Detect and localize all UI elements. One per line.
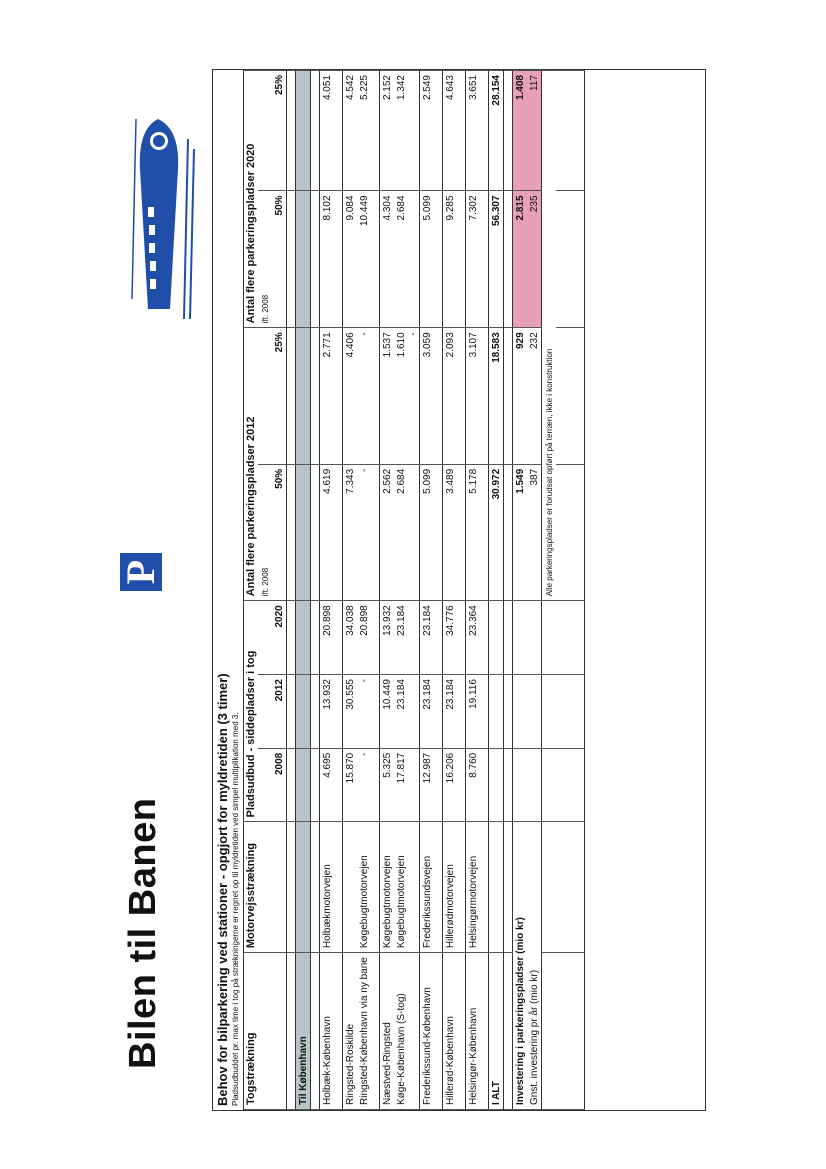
year-2020: 2020	[272, 601, 287, 675]
table-row: Køge-København (S-tog) Køgebugtmotorvejen 17.817 23.184 23.184 2.684 1.610 2.684 1.342	[394, 71, 408, 1110]
table-row: Ringsted-København via ny bane Køgebugtmotorvejen - - 20.898 - - 10.449 5.225	[357, 71, 371, 1110]
invest-row: Investering i parkeringspladser (mio kr) 1.549 929 2.815 1.408	[513, 71, 528, 1110]
year-2008: 2008	[272, 748, 287, 822]
parking-p-icon: P	[120, 553, 162, 591]
col-2012: Antal flere parkeringspladser 2012	[244, 328, 259, 601]
col-2020: Antal flere parkeringspladser 2020	[244, 71, 259, 328]
gnst-label: Gnst. investering pr år (mio kr)	[527, 822, 542, 1110]
col-pladsudbud: Pladsudbud - siddepladser i tog	[244, 601, 259, 822]
ift-2012: ift. 2008	[258, 464, 272, 600]
year-2012: 2012	[272, 675, 287, 749]
footnote: Alle parkeringspladser er forudsat opført på terræn, ikke i konstruktion	[542, 71, 557, 601]
table-row: Holbæk-København Holbækmotorvejen 4.695 13.932 20.898 4.619 2.771 8.102 4.051	[320, 71, 335, 1110]
total-row: I ALT 30.972 18.583 56.307 28.154	[489, 71, 504, 1110]
table-title: Behov for bilparkering ved stationer - opgjort for myldretiden (3 timer)	[215, 673, 230, 1106]
pct-25-2012: 25%	[272, 328, 287, 464]
train-logo-icon	[118, 109, 198, 319]
section-row	[296, 71, 311, 1110]
invest-label: Investering i parkeringspladser (mio kr)	[513, 822, 528, 1110]
table-row: Ringsted-Roskilde 15.870 30.555 34.038 7.343 4.406 9.084 4.542	[343, 71, 358, 1110]
table-subtitle: Pladsudbuddet pr. max time i tog på strækningerne er regnet op til myldretiden ved simpel multiplikation med 3.	[231, 712, 240, 1106]
table-row: Frederikssund-København Frederikssundsvejen 12.987 23.184 23.184 5.099 3.059 5.099 2.549	[420, 71, 435, 1110]
col-motorvej: Motorvejsstrækning	[244, 822, 259, 953]
section-label: Til København	[296, 953, 311, 1110]
data-table: Togstrækning Motorvejsstrækning Pladsudbud - siddepladser i tog Antal flere parkeringspladser 2012 Antal flere parkeringspladser 2020 ift. 2008 ift. 2008 2008 2012 2020 50% 25% 50% 25% Til København Holbæk-København Holbækmotorvejen 4.695 13.932 20.898 4.619 2.771 8.102 4.051 Ringsted-Roskilde 15.870 30.555 34.038 7.343 4.406 9.084 4.542 Ringsted-København via ny bane Køgebugtmotorvejen - - 20.898 - - 10.449 5.225 Næstved-Ringsted Køgebugtmotorvejen 5.325 10.449 13.932 2.562 1.537 4.304 2.152 Køge-København (S-tog) Køgebugtmotorvejen 17.817 23.184 23.184 2.684 1.610 2.684 1.342 - Frederikssund-København Frederikssundsvejen 12.987 23.184 23.184 5.099 3.059 5.099 2.549 Hillerød-København Hillerødmotorvejen 16.206 23.184 34.776 3.489 2.093 9.285 4.643 Helsingør-København Helsingørmotorvejen 8.760 19.116 23.364 5.178 3.107 7.302 3.651 I ALT 30.972 18.583 56.307 28.154 Investering i parkeringspladser (mio kr) 1.549 929 2.815 1.408 Gnst. investering pr år (mio kr) 387 232 235 117 Alle parkeringspladser er forudsat opført på terræn, ikke i konstruktion	[243, 70, 585, 1110]
gnst-row: Gnst. investering pr år (mio kr) 387 232 235 117	[527, 71, 542, 1110]
note-row	[542, 71, 557, 1110]
page-heading: Bilen til Banen	[122, 797, 164, 1069]
total-label: I ALT	[489, 953, 504, 1110]
ift-2020: ift. 2008	[258, 191, 272, 328]
table-row: Næstved-Ringsted Køgebugtmotorvejen 5.325 10.449 13.932 2.562 1.537 4.304 2.152	[380, 71, 395, 1110]
col-togstraekning: Togstrækning	[244, 953, 259, 1110]
subheader-row	[272, 71, 287, 1110]
pct-50-2012: 50%	[272, 464, 287, 600]
header-row	[244, 71, 259, 1110]
pct-25-2020: 25%	[272, 71, 287, 191]
table-row: Hillerød-København Hillerødmotorvejen 16.206 23.184 34.776 3.489 2.093 9.285 4.643	[443, 71, 458, 1110]
table-row: Helsingør-København Helsingørmotorvejen 8.760 19.116 23.364 5.178 3.107 7.302 3.651	[466, 71, 481, 1110]
ift-row	[258, 71, 272, 1110]
parking-demand-table	[212, 69, 706, 1111]
pct-50-2020: 50%	[272, 191, 287, 328]
